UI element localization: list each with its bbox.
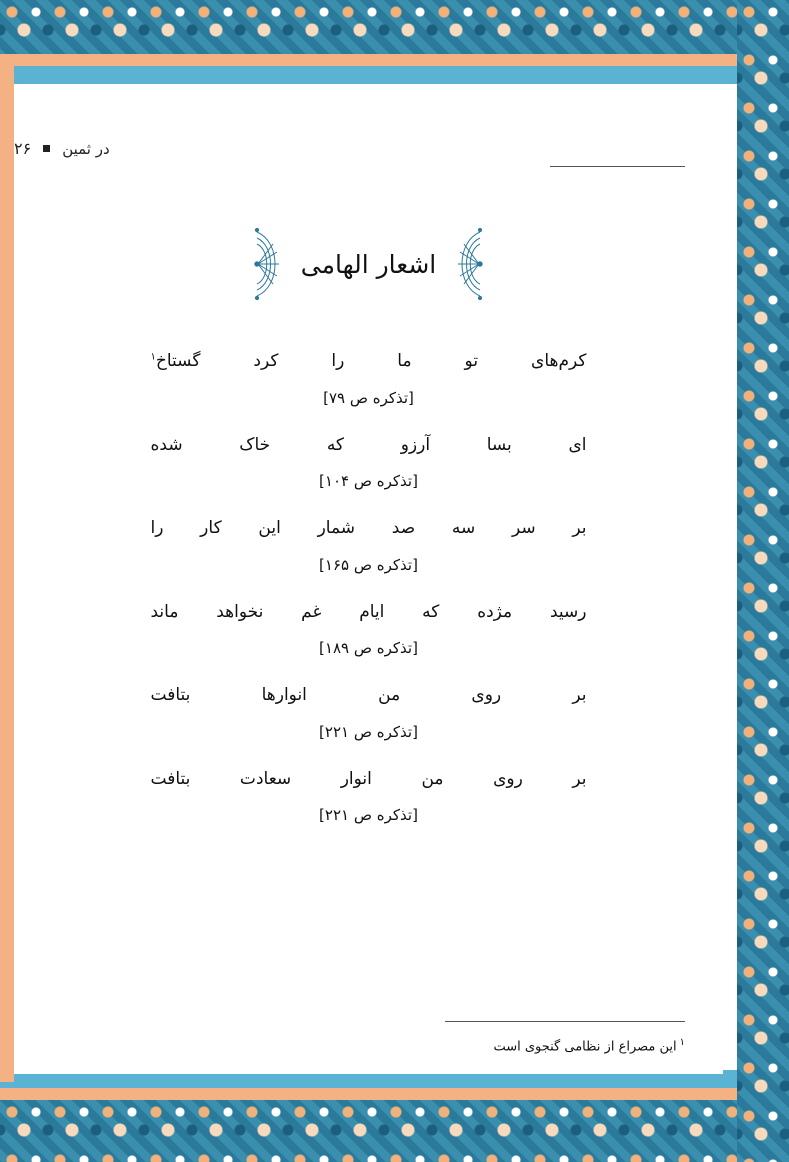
footnote-marker[interactable]: ۱ bbox=[150, 351, 156, 363]
verse-text: بر روی من انوارها بتافت bbox=[150, 685, 587, 705]
section-heading bbox=[14, 224, 723, 304]
ornamental-border-top bbox=[0, 0, 789, 54]
verse-line bbox=[151, 767, 587, 793]
verse-citation: [تذکره ص ۱۸۹] bbox=[319, 639, 418, 657]
page-text-area bbox=[14, 84, 723, 1074]
footnote-separator bbox=[445, 1021, 685, 1022]
border-rule-orange-left bbox=[0, 54, 14, 1082]
floral-fan-ornament-left-icon bbox=[251, 224, 287, 304]
running-head-underline bbox=[550, 166, 685, 167]
verse-citation: [تذکره ص ۲۲۱] bbox=[319, 722, 418, 741]
verse-text: بر سر سه صد شمار این کار را bbox=[150, 518, 587, 538]
verse-citation: [تذکره ص ۲۲۱] bbox=[319, 806, 418, 824]
verse-text: کرم‌های تو ما را کرد گستاخ bbox=[155, 351, 587, 371]
footnote-number: ۱ bbox=[679, 1036, 685, 1048]
verse-line bbox=[151, 349, 587, 375]
footnote-text: این مصراع از نظامی گنجوی است bbox=[493, 1039, 677, 1054]
verse-line bbox=[151, 433, 587, 459]
border-rule-teal-top bbox=[0, 66, 737, 84]
verse-line bbox=[151, 683, 587, 709]
verse-line bbox=[151, 516, 587, 542]
floral-fan-ornament-right-icon bbox=[450, 224, 486, 304]
border-rule-orange-bottom bbox=[0, 1088, 737, 1100]
verse-citation: [تذکره ص ۷۹] bbox=[323, 388, 414, 407]
verse-citation: [تذکره ص ۱۰۴] bbox=[319, 472, 418, 490]
verse-line bbox=[151, 600, 587, 626]
ornamental-border-right bbox=[737, 0, 789, 1162]
verse-text: بر روی من انوار سعادت بتافت bbox=[150, 768, 587, 789]
running-head-title: در ثمین bbox=[62, 139, 110, 158]
ornamental-border-bottom bbox=[0, 1100, 789, 1162]
verse-text: ای بسا آرزو که خاک شده bbox=[150, 434, 587, 455]
running-head-separator-icon bbox=[43, 145, 50, 152]
verse-text: رسید مژده که ایام غم نخواهد ماند bbox=[150, 601, 587, 622]
section-heading-title: اشعار الهامی bbox=[300, 249, 437, 279]
page-number: ۲۶ bbox=[14, 139, 32, 158]
verse-citation: [تذکره ص ۱۶۵] bbox=[319, 555, 418, 574]
border-rule-orange-top bbox=[0, 54, 737, 66]
footnote bbox=[493, 1037, 685, 1054]
running-head bbox=[14, 139, 723, 158]
verse-list bbox=[56, 349, 681, 850]
